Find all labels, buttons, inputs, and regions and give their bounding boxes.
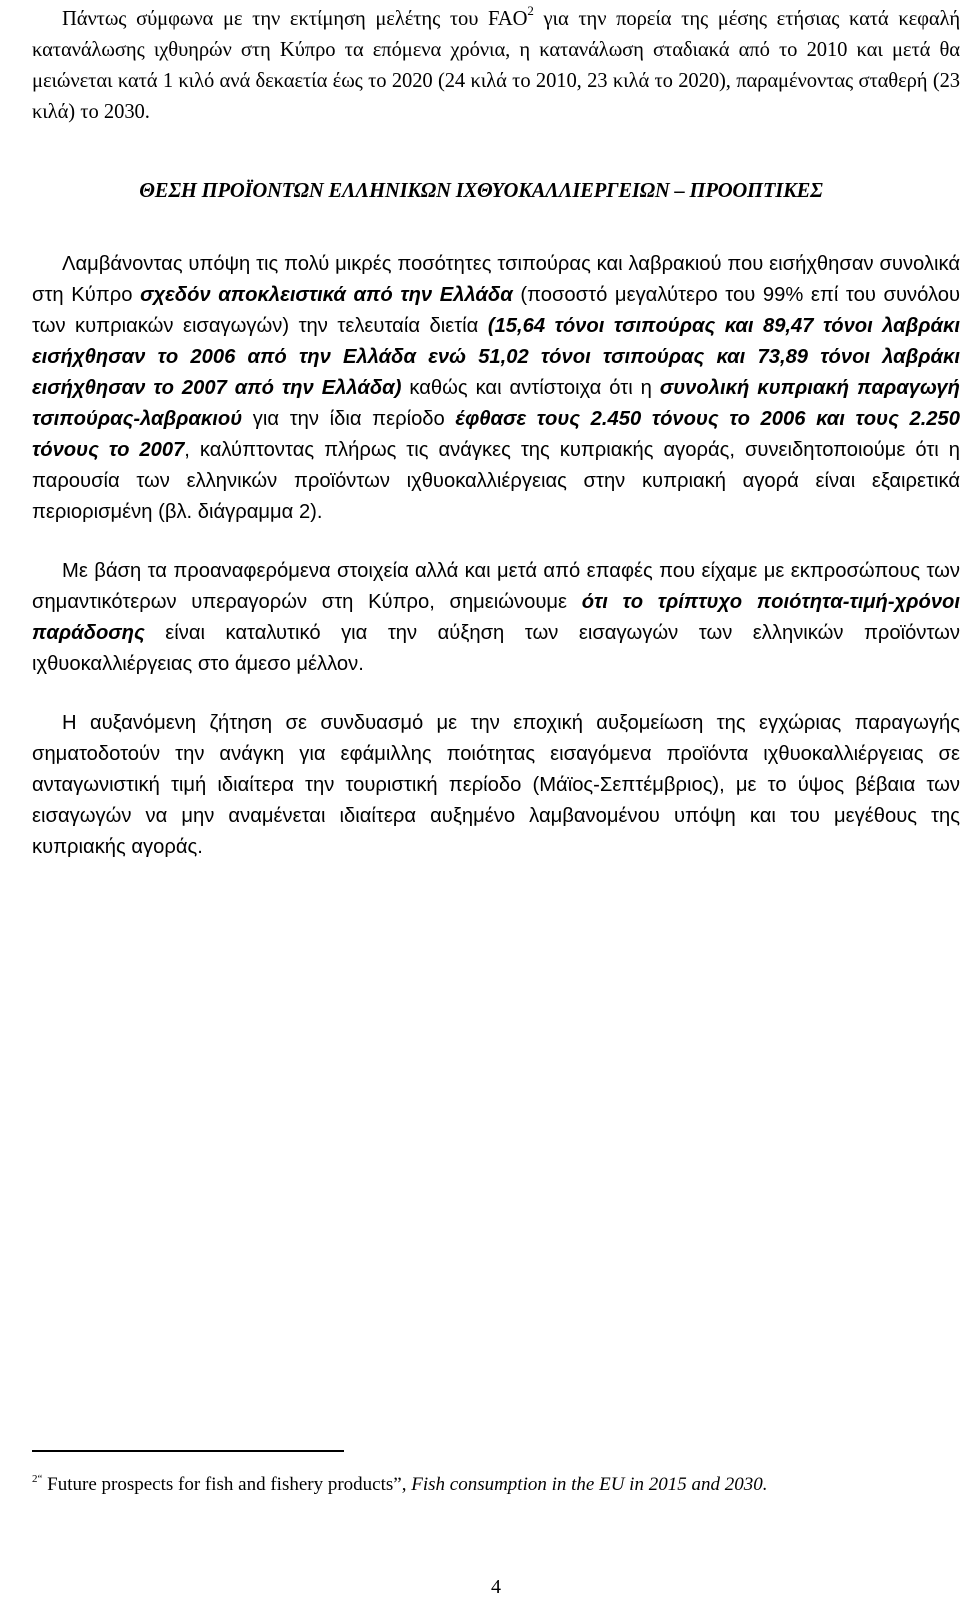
footnote-divider [32, 1450, 344, 1452]
paragraph-fao-estimate [32, 4, 960, 128]
paragraph-text: για την πορεία της μέσης ετήσιας κατά κεφαλή κατανάλωσης ιχθυηρών στη Κύπρο τα επόμενα χρόνια, η κατανάλωση σταδιακά από το 2010 και μετά θα μειώνεται κατά 1 κιλό ανά δεκαετία έως το 2020 (24 κιλά το 2010, 23 κιλά το 2020), παραμένοντας σταθερή (23 κιλά) το 2030. [32, 8, 960, 123]
emphasis-text: έφθασε τους 2.450 τόνους το 2006 και τους 2.250 τόνους το 2007 [32, 408, 960, 461]
footnote-text: ”, [393, 1474, 412, 1495]
section-heading: ΘΕΣΗ ΠΡΟΪΟΝΤΩΝ ΕΛΛΗΝΙΚΩΝ ΙΧΘΥΟΚΑΛΛΙΕΡΓΕΙΩΝ – ΠΡΟΟΠΤΙΚΕΣ [139, 180, 823, 202]
footnote-reference[interactable]: 2 [527, 3, 534, 19]
paragraph-demand: Η αυξανόμενη ζήτηση σε συνδυασμό με την εποχική αυξομείωση της εγχώριας παραγωγής σηματοδοτούν την ανάγκη για εφάμιλλης ποιότητας εισαγόμενα προϊόντα ιχθυοκαλλιέργειας σε ανταγωνιστική τιμή ιδιαίτερα την τουριστική περίοδο (Μάϊος-Σεπτέμβριος), με το ύψος βέβαια των εισαγωγών να μην αναμένεται ιδιαίτερα αυξημένο λαμβανομένου υπόψη και του μεγέθους της κυπριακής αγοράς. [32, 712, 960, 858]
paragraph-text: Με βάση τα προαναφερόμενα στοιχεία αλλά και μετά από επαφές που είχαμε με εκπροσώπους των σημαντικότερων υπεραγορών στη Κύπρο, σημειώνουμε [32, 560, 960, 613]
paragraph-text: για την ίδια περίοδο [242, 408, 456, 430]
emphasis-text: σχεδόν αποκλειστικά από την Ελλάδα [140, 284, 513, 306]
paragraph-supermarkets [32, 556, 960, 680]
emphasis-text: συνολική κυπριακή παραγωγή τσιπούρας-λαβρακιού [32, 377, 960, 430]
footnote-quote: “ [37, 1473, 43, 1485]
footnote-source: Fish consumption in the EU in 2015 and 2030. [411, 1474, 768, 1495]
paragraph-text: Λαμβάνοντας υπόψη τις πολύ μικρές ποσότητες τσιπούρας και λαβρακιού που εισήχθησαν συνολικά στη Κύπρο [32, 253, 960, 306]
document-page [32, 3, 960, 1598]
paragraph-text: (ποσοστό μεγαλύτερο του 99% επί του συνόλου των κυπριακών εισαγωγών) την τελευταία διετία [32, 284, 960, 337]
paragraph-text: καθώς και αντίστοιχα ότι η [401, 377, 660, 399]
paragraph-text: Πάντως σύμφωνα με την εκτίμηση μελέτης του FAO [62, 8, 528, 30]
page-number: 4 [491, 1576, 501, 1598]
paragraph-text: είναι καταλυτικό για την αύξηση των εισαγωγών των ελληνικών προϊόντων ιχθυοκαλλιέργειας στο άμεσο μέλλον. [32, 622, 960, 675]
emphasis-text: ότι το τρίπτυχο ποιότητα-τιμή-χρόνοι παράδοσης [32, 591, 960, 644]
footnote-title: Future prospects for fish and fishery products [42, 1474, 394, 1495]
paragraph-text: , καλύπτοντας πλήρως τις ανάγκες της κυπριακής αγοράς, συνειδητοποιούμε ότι η παρουσία των ελληνικών προϊόντων ιχθυοκαλλιέργειας στην κυπριακή αγορά είναι εξαιρετικά περιορισμένη (βλ. διάγραμμα 2). [32, 439, 960, 523]
paragraph-imports [32, 249, 960, 528]
footnote [32, 1472, 960, 1500]
emphasis-text: (15,64 τόνοι τσιπούρας και 89,47 τόνοι λαβράκι εισήχθησαν το 2006 από την Ελλάδα ενώ 51,02 τόνοι τσιπούρας και 73,89 τόνοι λαβράκι εισήχθησαν το 2007 από την Ελλάδα) [32, 315, 960, 399]
footnote-mark: 2 [32, 1473, 38, 1485]
